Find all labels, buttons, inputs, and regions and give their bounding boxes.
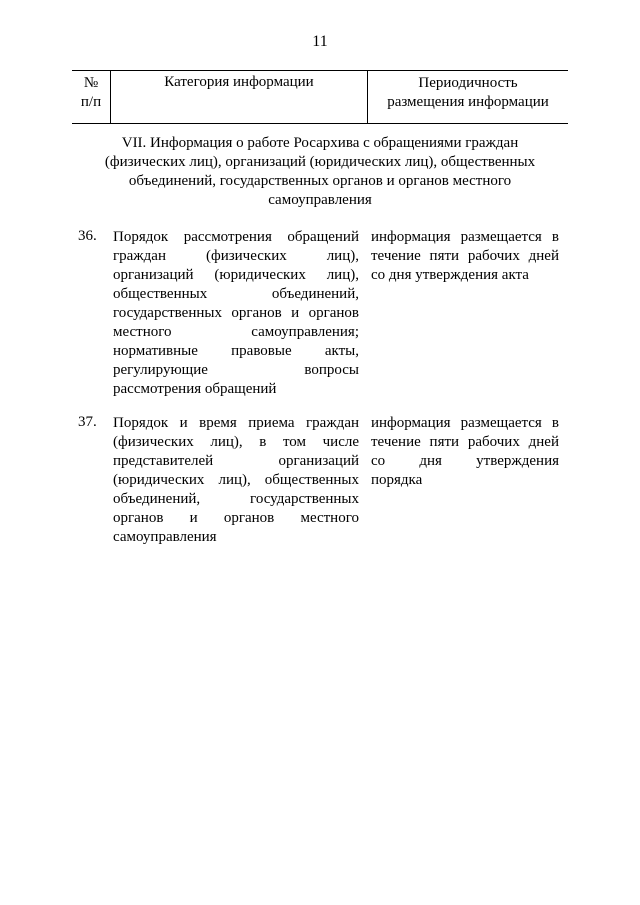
category-line: организаций (юридических лиц), — [113, 267, 359, 283]
header-category-column: Категория информации — [110, 71, 367, 123]
category-line: (физических лиц), в том числе — [113, 434, 359, 450]
category-line: общественных объединений, — [113, 286, 359, 302]
category-line: регулирующие вопросы — [113, 362, 359, 378]
category-line: Порядок рассмотрения обращений — [113, 229, 359, 245]
header-periodicity-line: Периодичность — [418, 75, 518, 91]
category-line: государственных органов и органов — [113, 305, 359, 321]
category-line: граждан (физических лиц), — [113, 248, 359, 264]
category-line: местного самоуправления; — [113, 324, 359, 340]
category-line: объединений, государственных — [113, 491, 359, 507]
header-number-line: № — [83, 75, 99, 91]
category-line: самоуправления — [113, 529, 217, 545]
row-number: 36. — [78, 228, 97, 244]
section-title — [80, 134, 560, 210]
periodicity-line: со дня утверждения — [371, 453, 559, 469]
periodicity-line: информация размещается в — [371, 415, 559, 431]
category-line: рассмотрения обращений — [113, 381, 277, 397]
category-line: Порядок и время приема граждан — [113, 415, 359, 431]
row-periodicity — [371, 228, 559, 285]
section-title-line: самоуправления — [268, 192, 372, 208]
section-title-line: объединений, государственных органов и органов местного — [128, 173, 512, 189]
row-periodicity — [371, 414, 559, 490]
header-periodicity-column — [367, 71, 568, 123]
header-periodicity-line: размещения информации — [387, 94, 549, 110]
periodicity-line: со дня утверждения акта — [371, 267, 529, 283]
periodicity-line: информация размещается в — [371, 229, 559, 245]
category-line: нормативные правовые акты, — [113, 343, 359, 359]
header-number-column — [72, 71, 110, 123]
periodicity-line: течение пяти рабочих дней — [371, 434, 559, 450]
category-line: (юридических лиц), общественных — [113, 472, 359, 488]
page-number: 11 — [312, 33, 328, 50]
section-title-line: VII. Информация о работе Росархива с обращениями граждан — [121, 135, 519, 151]
category-line: органов и органов местного — [113, 510, 359, 526]
periodicity-line: течение пяти рабочих дней — [371, 248, 559, 264]
row-category — [113, 414, 359, 547]
periodicity-line: порядка — [371, 472, 423, 488]
category-line: представителей организаций — [113, 453, 359, 469]
table-header — [72, 70, 568, 124]
row-category — [113, 228, 359, 399]
header-number-line: п/п — [80, 94, 102, 110]
row-number: 37. — [78, 414, 97, 430]
section-title-line: (физических лиц), организаций (юридических лиц), общественных — [104, 154, 536, 170]
